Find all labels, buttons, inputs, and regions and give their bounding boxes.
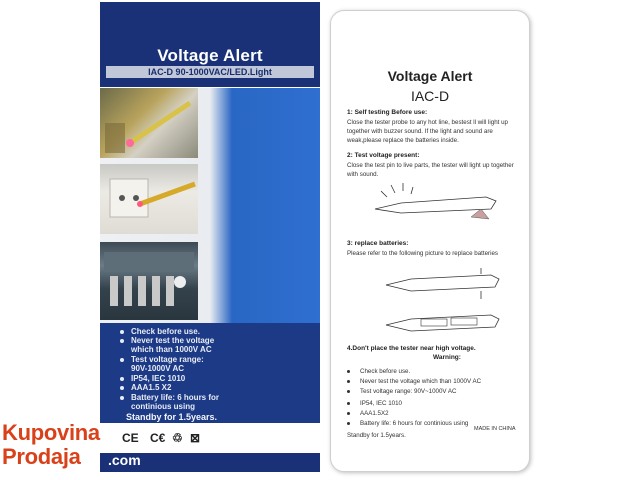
package-front	[100, 2, 320, 472]
section-4-heading: 4.Don't place the tester near high voltage.	[347, 345, 476, 352]
bullet-icon	[347, 402, 350, 405]
bullet-icon	[120, 396, 124, 400]
section-2-heading: 2: Test voltage present:	[347, 152, 420, 159]
warning-item: AAA1.5X2	[347, 410, 389, 417]
warning-item: IP54, IEC 1010	[347, 400, 402, 407]
package-subtitle: IAC-D 90-1000VAC/LED.Light	[106, 66, 314, 78]
watermark-line-3: .com	[108, 452, 141, 468]
product-photo-2	[100, 164, 198, 234]
feature-line: IP54, IEC 1010	[120, 374, 185, 383]
tester-on-panel-image	[100, 242, 198, 320]
ce-mark-alt-icon: C€	[150, 431, 166, 445]
tester-on-cable-image	[100, 88, 198, 158]
bullet-icon	[347, 380, 350, 383]
ce-mark-icon: CE	[122, 431, 139, 445]
section-1-heading: 1: Self testing Before use:	[347, 109, 428, 116]
warning-label: Warning:	[433, 354, 461, 361]
section-2-text: Close the test pin to live parts, the tester will light up together with sound.	[347, 162, 514, 179]
bullet-icon	[120, 330, 124, 334]
warning-item: Check before use.	[347, 368, 410, 375]
recycle-icon: ♲	[172, 431, 183, 445]
feature-line: which than 1000V AC	[131, 345, 212, 354]
feature-line: 90V-1000V AC	[131, 364, 185, 373]
watermark-line-2: Prodaja	[2, 444, 81, 469]
bullet-icon	[347, 370, 350, 373]
bullet-icon	[347, 390, 350, 393]
feature-line: Check before use.	[120, 327, 200, 336]
instruction-standby: Standby for 1.5years.	[347, 432, 406, 439]
feature-line: AAA1.5 X2	[120, 383, 171, 392]
bullet-icon	[347, 422, 350, 425]
product-photo-3	[100, 242, 198, 320]
section-1-text: Close the tester probe to any hot line, bestest ll will light up together with buzzer sound. If the light and sound are weak,please replace the batteries inside.	[347, 119, 508, 145]
feature-line: continious using	[131, 402, 195, 411]
package-header	[100, 2, 320, 87]
section-3-text: Please refer to the following picture to replace batteries	[347, 250, 498, 257]
watermark-line-1: Kupovina	[2, 420, 100, 445]
bullet-icon	[120, 358, 124, 362]
warning-item: Never test the voltage which than 1000V AC	[347, 378, 481, 385]
product-photo-1	[100, 88, 198, 158]
warning-item: Battery life: 6 hours for continious using	[347, 420, 468, 427]
feature-line: Test voltage range:	[120, 355, 204, 364]
tester-diagram-1	[331, 179, 529, 234]
tester-on-socket-image	[100, 164, 198, 234]
bullet-icon	[120, 339, 124, 343]
package-title: Voltage Alert	[157, 46, 263, 65]
feature-line: Never test the voltage	[120, 336, 214, 345]
bullet-icon	[347, 412, 350, 415]
package-standby: Standby for 1.5years.	[126, 412, 218, 422]
package-features-panel	[100, 323, 320, 423]
bullet-icon	[120, 377, 124, 381]
section-3-heading: 3: replace batteries:	[347, 240, 409, 247]
bullet-icon	[120, 386, 124, 390]
instruction-model: IAC-D	[410, 88, 450, 104]
warning-item: Test voltage range: 90V~1000V AC	[347, 388, 457, 395]
instruction-card	[330, 10, 530, 472]
weee-bin-icon: ⊠	[190, 431, 201, 445]
feature-line: Battery life: 6 hours for	[120, 393, 219, 402]
product-photos	[100, 88, 320, 323]
instruction-title: Voltage Alert	[387, 68, 473, 84]
made-in-label: MADE IN CHINA	[474, 426, 516, 432]
certification-marks	[100, 423, 320, 453]
battery-replace-diagram	[331, 263, 529, 343]
